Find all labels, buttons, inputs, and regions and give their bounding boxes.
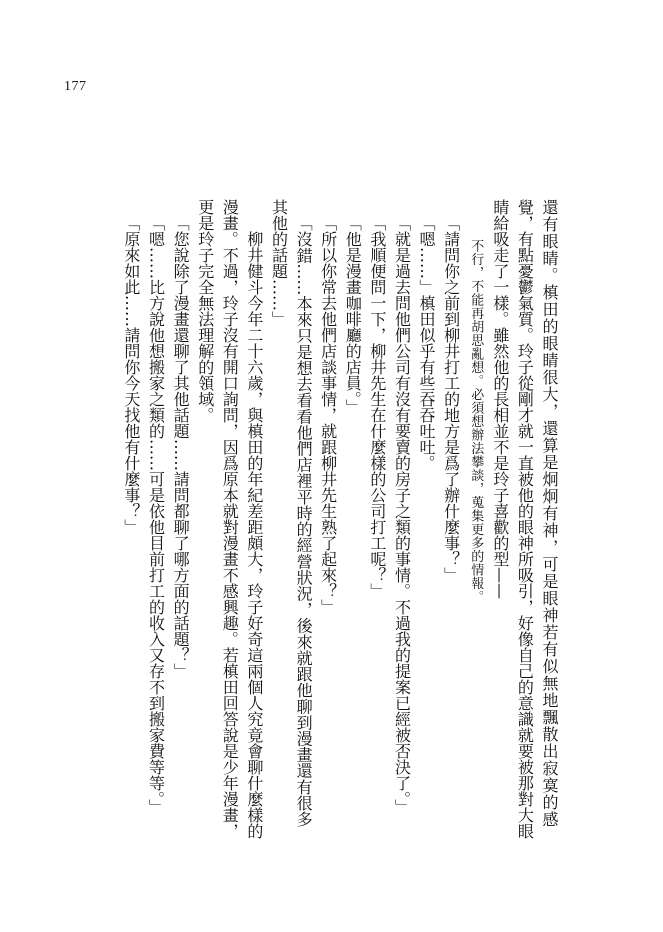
dialogue-line: 「沒錯……本來只是想去看看他們店裡平時的經營狀況，後來就跟他聊到漫畫還有很多	[294, 215, 314, 827]
text-line: 其他的話題……」	[269, 199, 289, 327]
paragraph-line: 柳井健斗今年二十六歲，與槙田的年紀差距頗大，玲子好奇這兩個人究竟會聊什麼樣的	[244, 231, 264, 839]
text-line: 還有眼睛。槙田的眼睛很大，還算是炯炯有神，可是眼神若有似無地飄散出寂寞的感	[540, 199, 559, 827]
page-number: 177	[64, 79, 87, 94]
body-text	[118, 199, 561, 839]
dialogue-line: 「他是漫畫咖啡廳的店員。」	[343, 215, 363, 415]
dialogue-line: 「所以你常去他們店談事情，就跟柳井先生熟了起來？」	[318, 215, 338, 615]
dialogue-line: 「請問你之前到柳井打工的地方是爲了辦什麼事？」	[441, 215, 461, 583]
inner-thought-line: 不行，不能再胡思亂想。必須想辦法攀談，蒐集更多的情報。	[468, 239, 484, 604]
dialogue-line: 「嗯……比方說他想搬家之類的……可是依他目前打工的收入又存不到搬家費等等。」	[146, 215, 166, 815]
text-line: 漫畫。不過，玲子沒有開口詢問，因爲原本就對漫畫不感興趣。若槙田回答說是少年漫畫，	[220, 199, 240, 839]
dialogue-line: 「嗯……」槙田似乎有些吞吞吐吐。	[417, 215, 437, 471]
text-line: 覺，有點憂鬱氣質。玲子從剛才就一直被他的眼神所吸引，好像自己的意識就要被那對大眼	[515, 199, 535, 839]
dialogue-line: 「我順便問一下，柳井先生在什麼樣的公司打工呢？」	[367, 215, 387, 599]
dialogue-line: 「原來如此……請問你今天找他有什麼事？」	[121, 215, 141, 535]
text-line: 更是玲子完全無法理解的領域。	[195, 199, 215, 423]
dialogue-line: 「您說除了漫畫還聊了其他話題……請問都聊了哪方面的話題？」	[171, 215, 191, 679]
dialogue-line: 「就是過去問他們公司有沒有要賣的房子之類的事情。不過我的提案已經被否決了。」	[392, 215, 412, 815]
text-line: 睛給吸走了一樣。雖然他的長相並不是玲子喜歡的型——	[490, 199, 510, 599]
